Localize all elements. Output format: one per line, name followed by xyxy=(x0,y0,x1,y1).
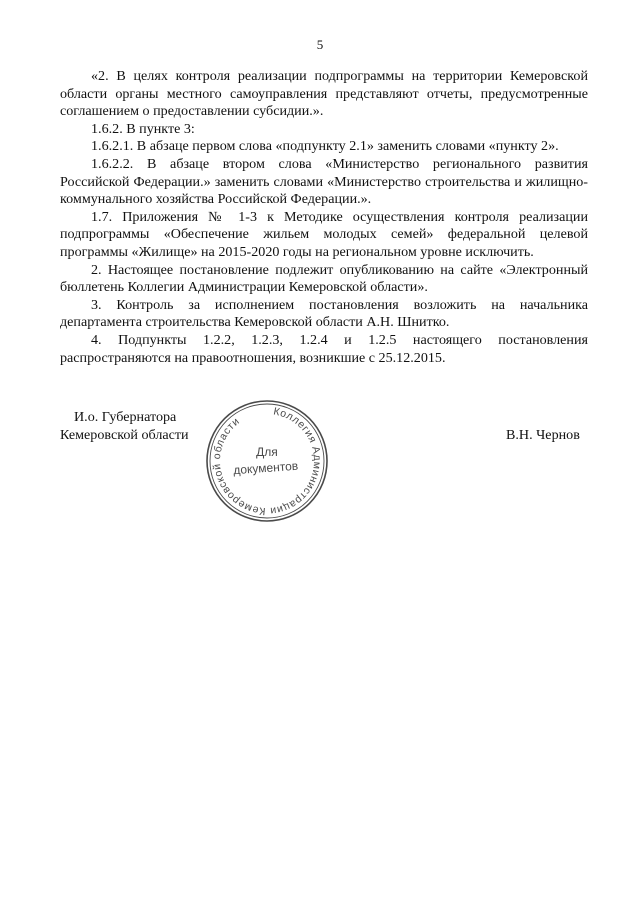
paragraph: 4. Подпункты 1.2.2, 1.2.3, 1.2.4 и 1.2.5 настоящего постановления распространяются на правоотношения, возникшие с 25.12.2015. xyxy=(60,331,588,366)
paragraph: 1.6.2.2. В абзаце втором слова «Министерство регионального развития Российской Федерации.» заменить словами «Министерство строительства и жилищно-коммунального хозяйства Российской Федерации.». xyxy=(60,155,588,208)
paragraph: 1.6.2.1. В абзаце первом слова «подпункту 2.1» заменить словами «пункту 2». xyxy=(91,138,559,155)
signatory-position xyxy=(60,408,189,444)
seal-ring-text: Коллегия Администрации Кемеровской области xyxy=(210,405,324,518)
seal-stamp-icon xyxy=(203,399,331,523)
paragraph: «2. В целях контроля реализации подпрограммы на территории Кемеровской области органы местного самоуправления представляют отчеты, предусмотренные соглашением о предоставлении субсидии.». xyxy=(60,68,588,120)
signatory-position-line1: И.о. Губернатора xyxy=(74,409,177,425)
paragraph: 1.6.2. В пункте 3: xyxy=(91,120,195,137)
paragraph: 3. Контроль за исполнением постановления возложить на начальника департамента строительства Кемеровской области А.Н. Шнитко. xyxy=(60,296,588,331)
paragraph: 2. Настоящее постановление подлежит опубликованию на сайте «Электронный бюллетень Коллегии Администрации Кемеровской области». xyxy=(60,261,588,296)
document-body xyxy=(60,68,588,367)
official-seal xyxy=(203,399,331,523)
seal-center-line2: документов xyxy=(232,458,299,478)
signatory-position-line2: Кемеровской области xyxy=(60,427,189,443)
signatory-name: В.Н. Чернов xyxy=(506,427,580,443)
seal-center-line1: Для xyxy=(256,445,278,459)
paragraph: 1.7. Приложения № 1-3 к Методике осуществления контроля реализации подпрограммы «Обеспечение жильем молодых семей» федеральной целевой программы «Жилище» на 2015-2020 годы на региональном уровне исключить. xyxy=(60,208,588,260)
page-number: 5 xyxy=(316,37,324,52)
